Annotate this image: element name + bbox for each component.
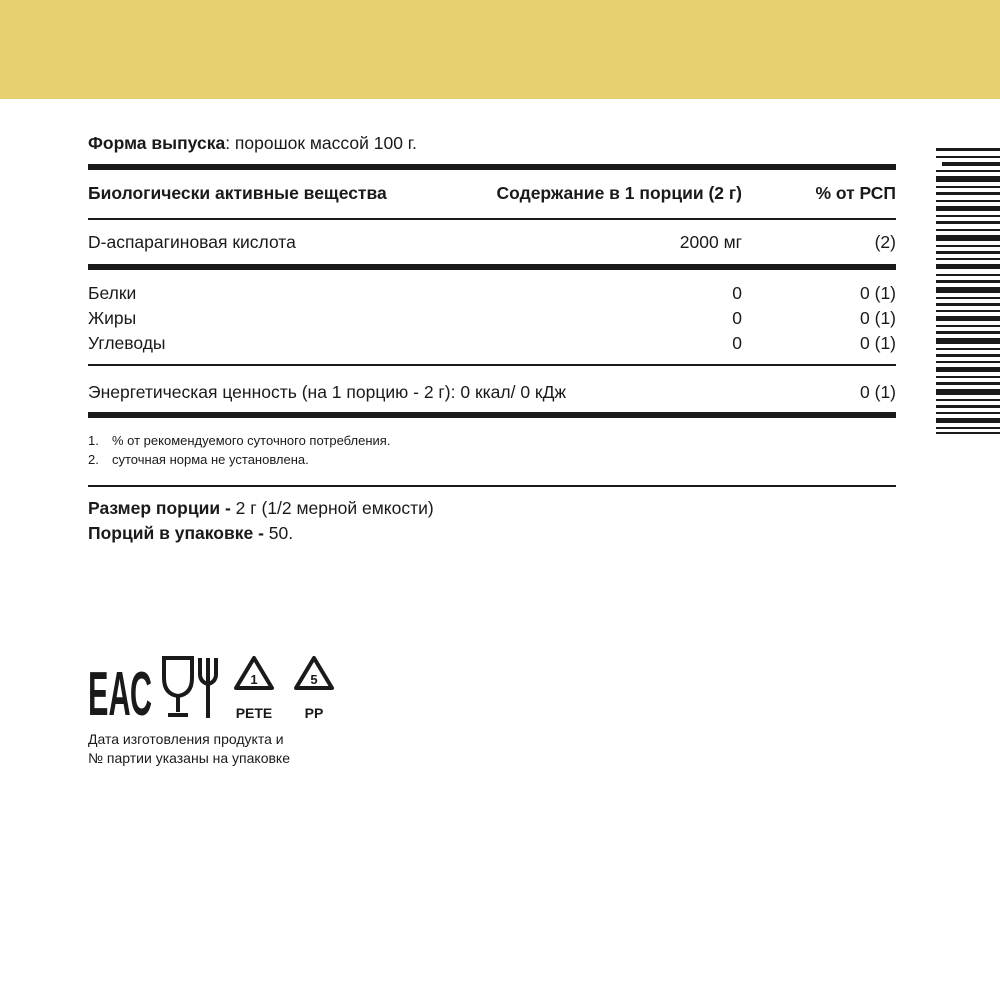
active-substance-amount: 2000 мг — [679, 232, 742, 252]
nutrient-name: Жиры — [88, 308, 137, 328]
recycle-pete-label: PETE — [235, 705, 273, 721]
eac-mark-icon — [88, 660, 152, 722]
production-date-caption — [88, 730, 290, 768]
release-form-label: Форма выпуска — [88, 133, 226, 153]
footnote-text: % от рекомендуемого суточного потребления. — [112, 433, 391, 448]
portion-count-label: Порций в упаковке - — [88, 523, 264, 543]
table-bottom-rule — [88, 412, 896, 418]
table-row — [88, 306, 896, 330]
header-substances: Биологически активные вещества — [88, 183, 387, 203]
table-header-rule — [88, 218, 896, 220]
footnote — [88, 431, 390, 450]
nutrient-amount: 0 — [732, 333, 742, 353]
recycle-pete-icon — [236, 658, 273, 721]
nutrient-name: Белки — [88, 283, 137, 303]
barcode-graphic — [936, 148, 1000, 434]
release-form-value: : порошок массой 100 г. — [225, 133, 417, 153]
table-row — [88, 331, 896, 355]
caption-line: № партии указаны на упаковке — [88, 750, 290, 766]
nutrient-amount: 0 — [732, 308, 742, 328]
recycle-pete-number: 1 — [250, 672, 258, 687]
nutrient-rsp: 0 (1) — [860, 333, 896, 353]
recycle-pp-icon — [296, 658, 332, 721]
portion-size-label: Размер порции - — [88, 498, 231, 518]
portion-count — [88, 521, 434, 546]
footnote — [88, 450, 390, 469]
eac-mark-text: ЕАС — [88, 660, 152, 722]
portion-info — [88, 496, 434, 546]
nutrient-rsp: 0 (1) — [860, 308, 896, 328]
portion-count-value: 50. — [263, 523, 294, 543]
portion-size — [88, 496, 434, 521]
footnotes-rule — [88, 485, 896, 487]
table-row — [88, 230, 896, 254]
table-section-rule — [88, 264, 896, 270]
table-row — [88, 281, 896, 305]
footnote-number: 1. — [88, 433, 99, 448]
nutrient-rsp: 0 (1) — [860, 283, 896, 303]
header-rsp: % от РСП — [815, 183, 896, 203]
nutrient-amount: 0 — [732, 283, 742, 303]
footnote-number: 2. — [88, 452, 99, 467]
header-content: Содержание в 1 порции (2 г) — [496, 183, 742, 203]
release-form — [88, 132, 417, 154]
table-energy-rule — [88, 364, 896, 366]
certification-icons — [88, 654, 348, 722]
caption-line: Дата изготовления продукта и — [88, 731, 284, 747]
energy-value: 0 (1) — [860, 382, 896, 402]
table-top-rule — [88, 164, 896, 170]
active-substance-name: D-аспарагиновая кислота — [88, 232, 296, 252]
recycle-pp-number: 5 — [310, 672, 318, 687]
energy-row — [88, 380, 896, 404]
footnotes — [88, 431, 390, 469]
recycle-pp-label: PP — [304, 705, 324, 721]
portion-size-value: 2 г (1/2 мерной емкости) — [230, 498, 434, 518]
footnote-text: суточная норма не установлена. — [112, 452, 309, 467]
nutrient-name: Углеводы — [88, 333, 166, 353]
food-contact-icon — [164, 658, 216, 718]
table-header-row — [88, 181, 896, 205]
active-substance-rsp: (2) — [874, 232, 896, 252]
top-color-band — [0, 0, 1000, 99]
energy-label: Энергетическая ценность (на 1 порцию - 2 г): 0 ккал/ 0 кДж — [88, 382, 567, 402]
